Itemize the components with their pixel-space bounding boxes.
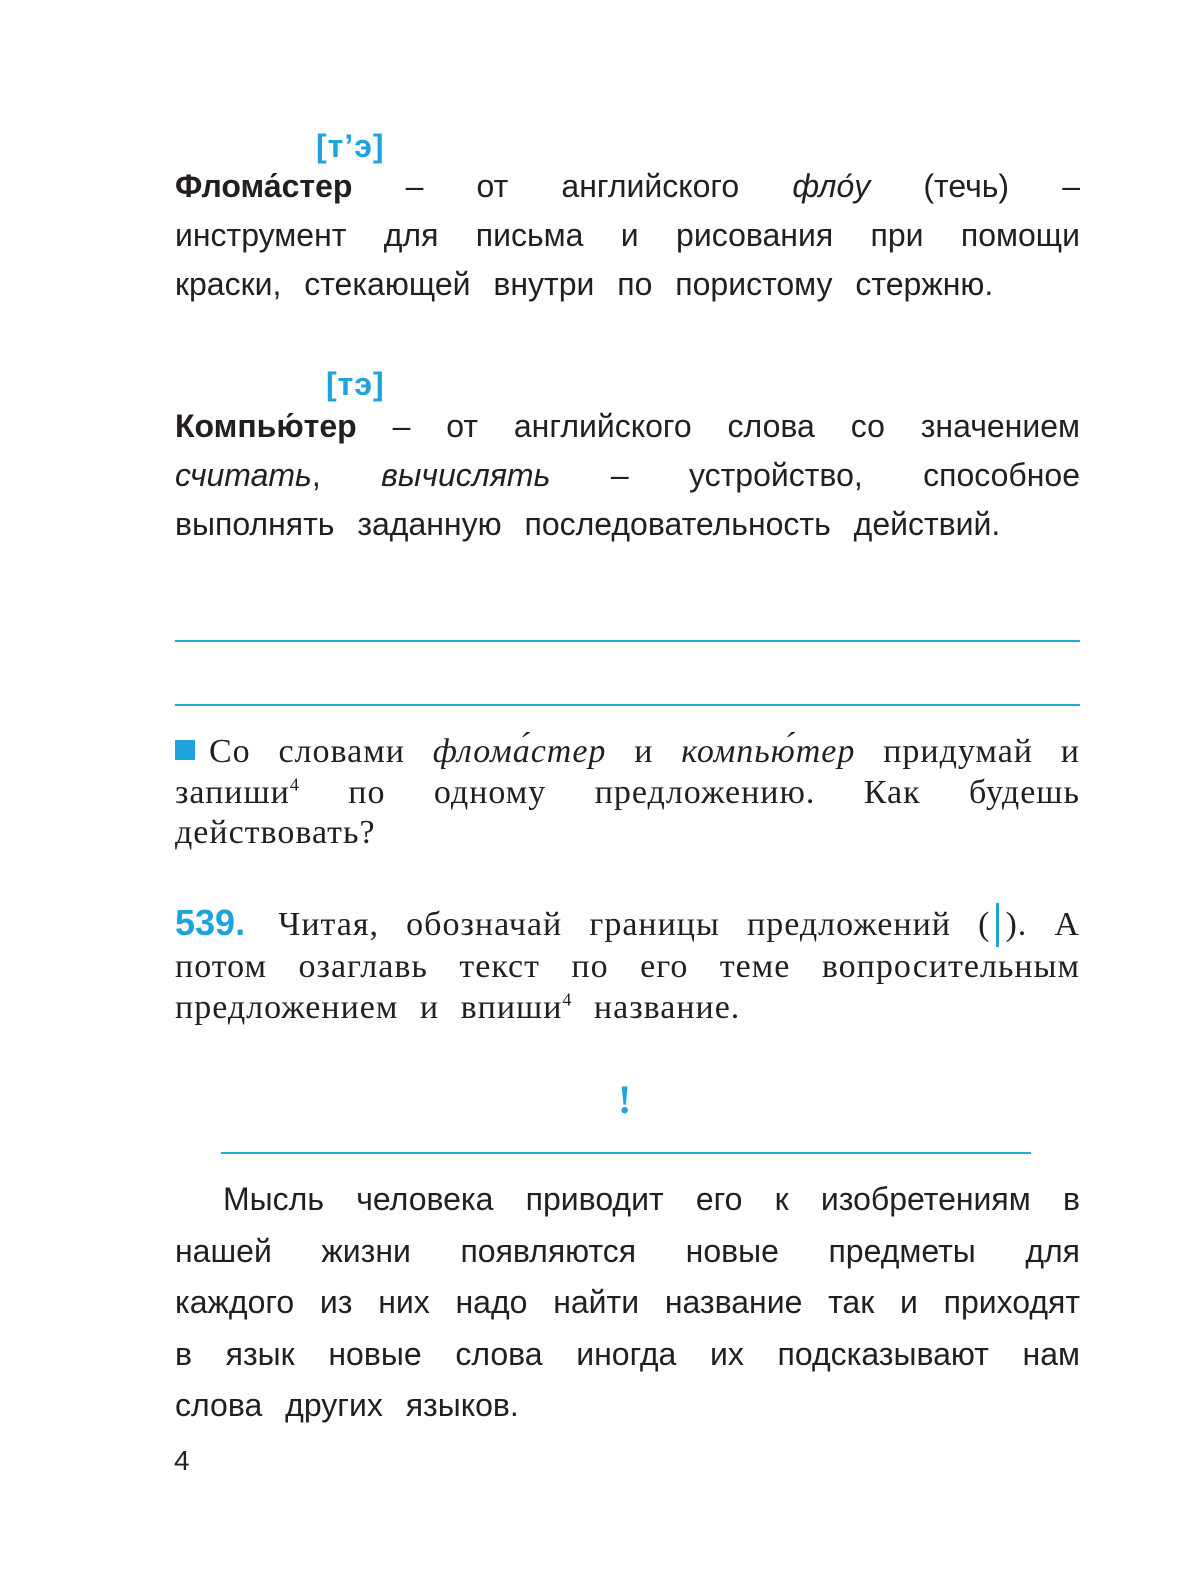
- task-text: и: [634, 733, 654, 770]
- title-line: [221, 1152, 1031, 1154]
- reading-text-content: Мысль человека приводит его к изобретениям в нашей жизни появляются новые предметы для каждого из них надо найти название так и приходят в язык новые слова иногда их подсказывают нам слова других языков.: [175, 1181, 1080, 1423]
- separator: ,: [311, 457, 321, 493]
- task-marker-icon: [175, 740, 195, 760]
- exclamation-icon: !: [618, 1077, 632, 1122]
- task-words: [175, 732, 1080, 854]
- definition-text: от английского: [476, 168, 740, 204]
- writing-line: [175, 640, 1080, 642]
- definition-text: – устройство, способное выполнять заданную последовательность действий.: [175, 457, 1081, 542]
- task-text: название.: [593, 988, 741, 1026]
- task-word: флома́стер: [432, 733, 607, 770]
- etymology-word: фло́у: [792, 168, 871, 204]
- task-539: [175, 903, 1080, 1028]
- footnote-marker: 4: [562, 989, 573, 1010]
- task-text: Читая, обозначай границы предложений (: [278, 906, 991, 943]
- meaning-word: вычислять: [381, 457, 551, 493]
- task-text: Со словами: [209, 733, 405, 770]
- task-word: компью́тер: [681, 733, 856, 770]
- definition-flomaster: [175, 162, 1080, 309]
- definition-kompyuter: [175, 402, 1080, 549]
- transcription-flomaster: [т’э]: [316, 128, 385, 164]
- sentence-boundary-icon: [996, 903, 999, 947]
- reading-text: [175, 1174, 1080, 1432]
- definition-text: (течь) – инструмент для письма и рисования при помощи краски, стекающей внутри по пористому стержню.: [175, 168, 1081, 302]
- footnote-marker: 4: [289, 774, 300, 795]
- task-text: придумай и запиши: [175, 733, 1081, 811]
- dash: –: [405, 168, 424, 204]
- dash: –: [392, 408, 411, 444]
- task-number: 539.: [175, 902, 246, 943]
- headword-kompyuter: Компью́тер: [175, 408, 357, 444]
- meaning-word: считать: [175, 457, 312, 493]
- definition-text: от английского слова со значением: [446, 408, 1081, 444]
- page-number: 4: [174, 1445, 190, 1476]
- task-text: по одному предложению. Как будешь действовать?: [175, 773, 1080, 851]
- task-text: ). А потом озаглавь текст по его теме вопросительным предложением и впиши: [175, 906, 1080, 1026]
- transcription-kompyuter: [тэ]: [326, 366, 385, 402]
- headword-flomaster: Флома́стер: [175, 168, 353, 204]
- writing-line: [175, 704, 1080, 706]
